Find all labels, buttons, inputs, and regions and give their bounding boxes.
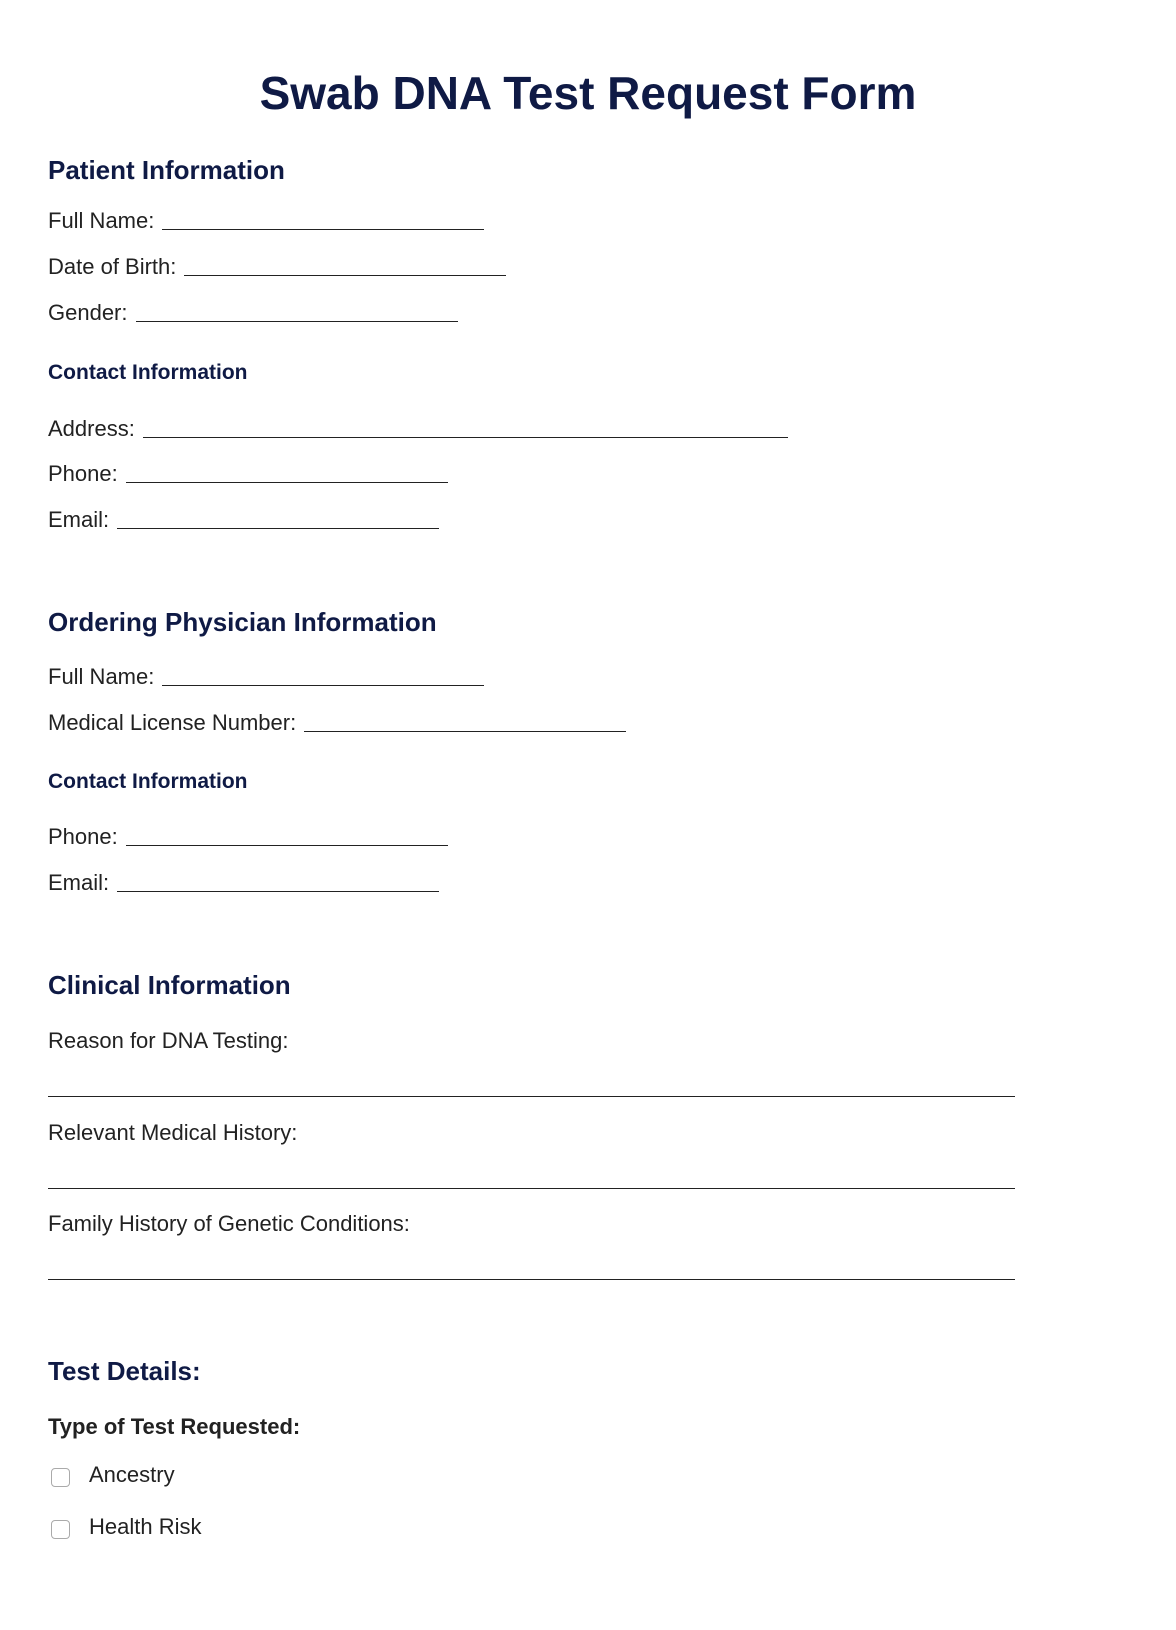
field-patient-email[interactable]: [48, 509, 439, 531]
field-label: Phone:: [48, 824, 118, 849]
input-line[interactable]: [143, 436, 788, 438]
field-label: Full Name:: [48, 664, 155, 689]
input-line[interactable]: [304, 730, 626, 732]
section-heading-patient: Patient Information: [48, 155, 285, 185]
subheading-physician-contact: Contact Information: [48, 770, 248, 793]
field-label: Date of Birth:: [48, 254, 177, 279]
section-heading-test: Test Details:: [48, 1356, 201, 1386]
input-line[interactable]: [184, 274, 506, 276]
field-physician-license[interactable]: [48, 712, 626, 734]
input-line[interactable]: [162, 684, 484, 686]
input-line[interactable]: [126, 481, 448, 483]
subheading-patient-contact: Contact Information: [48, 361, 248, 384]
section-heading-physician: Ordering Physician Information: [48, 607, 437, 637]
family-history-input-line[interactable]: [48, 1279, 1015, 1280]
field-patient-dob[interactable]: [48, 256, 506, 278]
field-label: Phone:: [48, 461, 118, 486]
input-line[interactable]: [117, 890, 439, 892]
option-ancestry[interactable]: [51, 1462, 175, 1487]
label-reason: Reason for DNA Testing:: [48, 1028, 289, 1053]
label-family-history: Family History of Genetic Conditions:: [48, 1211, 410, 1236]
label-medical-history: Relevant Medical History:: [48, 1120, 298, 1145]
form-title: Swab DNA Test Request Form: [259, 67, 917, 119]
input-line[interactable]: [126, 844, 448, 846]
option-label: Health Risk: [89, 1513, 202, 1539]
field-label: Full Name:: [48, 208, 155, 233]
field-patient-address[interactable]: [48, 418, 788, 440]
field-label: Email:: [48, 507, 110, 532]
field-physician-phone[interactable]: [48, 826, 448, 848]
reason-input-line[interactable]: [48, 1096, 1015, 1097]
section-heading-clinical: Clinical Information: [48, 970, 291, 1000]
field-physician-email[interactable]: [48, 872, 439, 894]
field-physician-full-name[interactable]: [48, 666, 484, 688]
input-line[interactable]: [117, 527, 439, 529]
input-line[interactable]: [136, 320, 458, 322]
input-line[interactable]: [162, 228, 484, 230]
label-test-type: Type of Test Requested:: [48, 1414, 301, 1439]
checkbox[interactable]: [51, 1468, 70, 1487]
field-label: Gender:: [48, 300, 128, 325]
field-patient-gender[interactable]: [48, 302, 458, 324]
field-label: Address:: [48, 416, 135, 441]
field-label: Medical License Number:: [48, 710, 297, 735]
option-health-risk[interactable]: [51, 1514, 201, 1539]
checkbox[interactable]: [51, 1520, 70, 1539]
option-label: Ancestry: [89, 1461, 175, 1487]
field-label: Email:: [48, 870, 110, 895]
field-patient-full-name[interactable]: [48, 210, 484, 232]
field-patient-phone[interactable]: [48, 463, 448, 485]
medical-history-input-line[interactable]: [48, 1188, 1015, 1189]
